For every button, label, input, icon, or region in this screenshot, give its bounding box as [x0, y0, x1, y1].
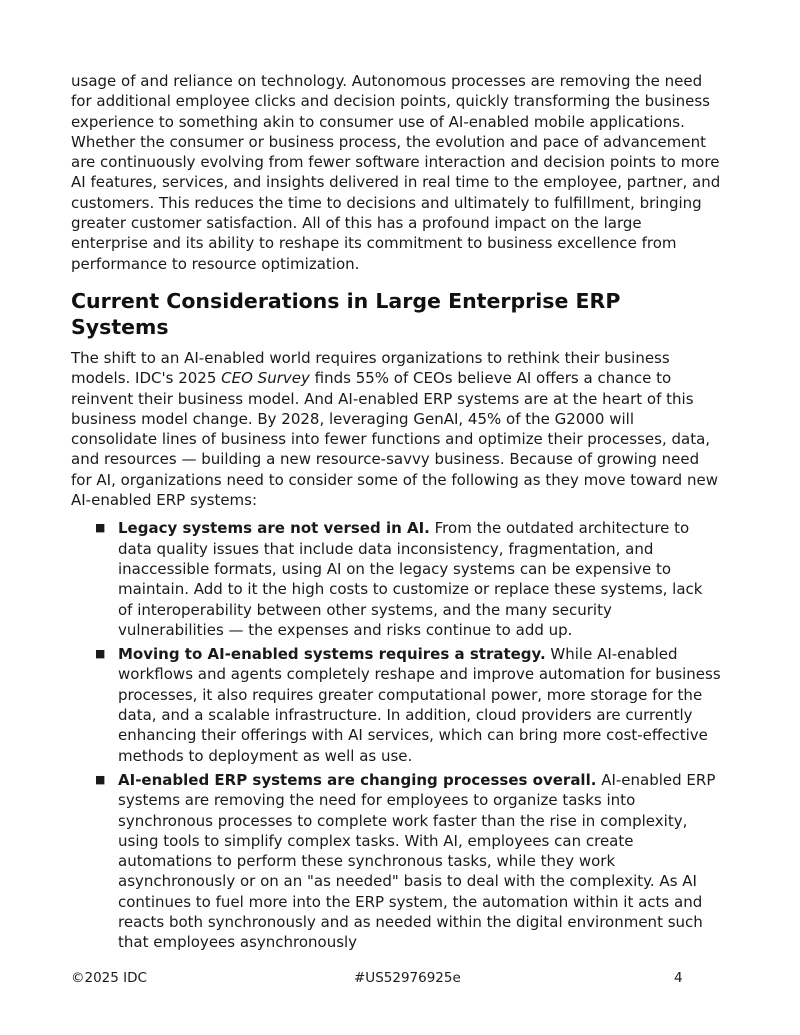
bullet-text: From the outdated architecture to data quality issues that include data inconsistency, fragmentation, and inaccessible formats, using AI on the legacy systems can be expensive to maintain. Add to it the high costs to customize or replace these systems, lack of interoperability between other systems, and the many security vulnerabilities — the expenses and risks continue to add up. — [118, 519, 703, 639]
footer-page-number: 4 — [674, 970, 683, 986]
survey-title-italic: CEO Survey — [221, 369, 310, 388]
section-body-text-1: The shift to an AI-enabled world requires organizations to rethink their business models. IDC's 2025 — [71, 348, 670, 388]
bullet-text: While AI-enabled workflows and agents completely reshape and improve automation for business processes, it also requires greater computational power, more storage for the data, and a scalable infrastructure. In addition, cloud providers are currently enhancing their offerings with AI services, which can bring more cost-effective methods to deployment as well as use. — [118, 645, 721, 765]
square-bullet-icon: ■ — [95, 521, 106, 535]
page-content — [71, 71, 721, 957]
page-footer — [0, 968, 800, 988]
bullet-text: AI-enabled ERP systems are removing the need for employees to organize tasks into synchronous processes to complete work faster than the rise in complexity, using tools to simplify complex tasks. With AI, employees can create automations to perform these synchronous tasks, while they work asynchronously or on an "as needed" basis to deal with the complexity. As AI continues to fuel more into the ERP system, the automation within it acts and reacts both synchronously and as needed within the digital environment such that employees asynchronously — [118, 770, 716, 952]
section-heading: Current Considerations in Large Enterprise ERP Systems — [71, 288, 621, 339]
square-bullet-icon: ■ — [95, 772, 106, 786]
square-bullet-icon: ■ — [95, 647, 106, 661]
list-item — [71, 644, 721, 766]
section-body-text-2: finds 55% of CEOs believe AI offers a chance to reinvent their business model. And AI-enabled ERP systems are at the heart of this business model change. By 2028, leveraging GenAI, 45% of the G2000 will consolidate lines of business into fewer functions and optimize their processes, data, and resources — building a new resource-savvy business. Because of growing need for AI, organizations need to consider some of the following as they move toward new AI-enabled ERP systems: — [71, 369, 718, 510]
footer-document-id: #US52976925e — [354, 970, 461, 986]
considerations-list — [71, 518, 721, 952]
list-item — [71, 518, 721, 640]
bullet-lead: Moving to AI-enabled systems requires a strategy. — [118, 645, 546, 664]
intro-paragraph: usage of and reliance on technology. Autonomous processes are removing the need for additional employee clicks and decision points, quickly transforming the business experience to something akin to consumer use of AI-enabled mobile applications. Whether the consumer or business process, the evolution and pace of advancement are continuously evolving from fewer software interaction and decision points to more AI features, services, and insights delivered in real time to the employee, partner, and customers. This reduces the time to decisions and ultimately to fulfillment, bringing greater customer satisfaction. All of this has a profound impact on the large enterprise and its ability to reshape its commitment to business excellence from performance to resource optimization. — [71, 72, 721, 273]
footer-copyright: ©2025 IDC — [71, 970, 147, 986]
bullet-lead: Legacy systems are not versed in AI. — [118, 519, 430, 538]
bullet-lead: AI-enabled ERP systems are changing processes overall. — [118, 770, 597, 789]
section-body-paragraph — [71, 348, 721, 510]
list-item — [71, 770, 721, 953]
